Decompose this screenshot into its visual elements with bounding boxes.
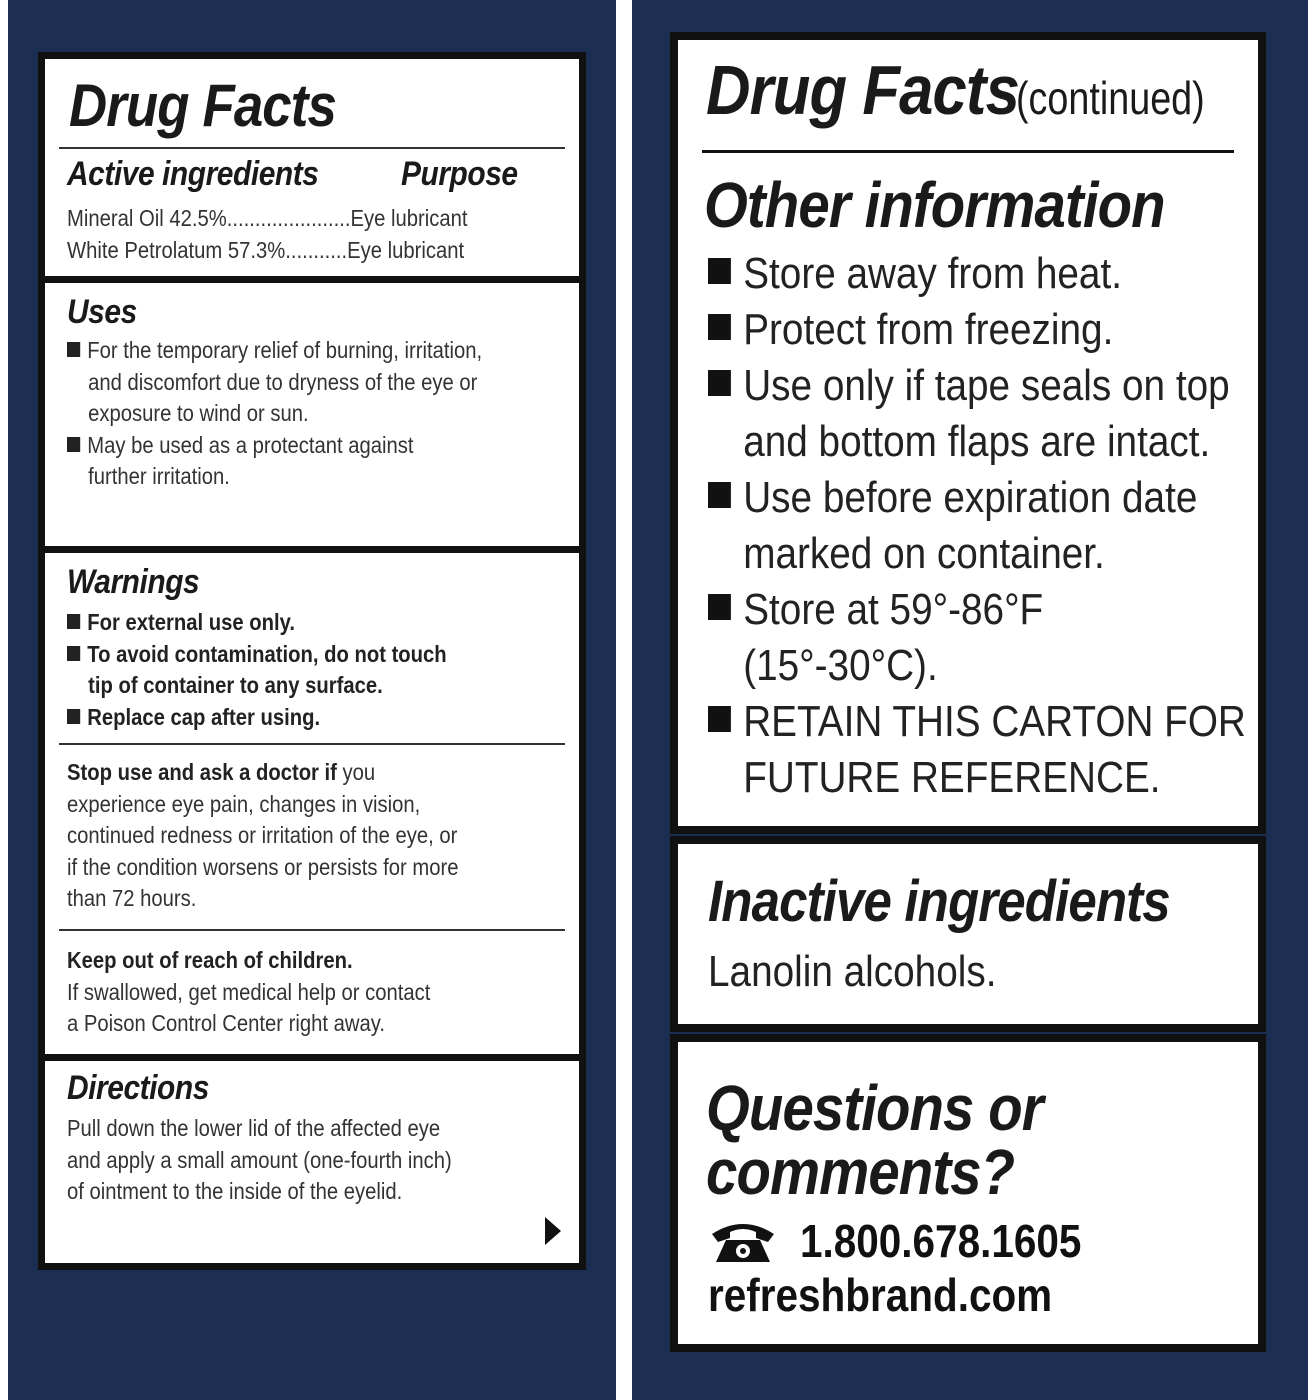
ingredient-purpose: Eye lubricant	[350, 205, 468, 231]
warnings-section	[38, 546, 586, 1062]
inactive-ingredients-header: Inactive ingredients	[708, 869, 1170, 934]
leader-dots: ......................	[226, 205, 351, 231]
divider	[59, 929, 565, 931]
list-item-text: Store away from heat.	[743, 249, 1122, 298]
list-item-text: and bottom flaps are intact.	[743, 417, 1211, 466]
warnings-list	[67, 607, 447, 733]
list-item	[708, 470, 1246, 526]
list-item-text: Store at 59°-86°F	[743, 585, 1044, 634]
divider	[59, 147, 565, 149]
list-item-text: and discomfort due to dryness of the eye or	[88, 368, 478, 395]
inactive-ingredients-text: Lanolin alcohols.	[708, 947, 997, 996]
list-item-text: Use only if tape seals on top	[743, 361, 1230, 410]
bullet-square	[708, 706, 731, 732]
drug-facts-left-panel	[38, 52, 586, 1218]
list-item-text: further irritation.	[88, 463, 230, 489]
stop-use-text: continued redness or irritation of the eye, or	[67, 822, 458, 848]
directions-header: Directions	[67, 1069, 209, 1107]
bullet-square	[708, 258, 731, 284]
keep-out-text: a Poison Control Center right away.	[67, 1010, 386, 1036]
ingredient-row	[67, 203, 467, 235]
bullet-square	[708, 314, 731, 340]
stop-use-text: experience eye pain, changes in vision,	[67, 790, 421, 817]
divider	[59, 743, 565, 745]
stop-use-block	[67, 757, 458, 915]
list-item	[67, 430, 482, 462]
drug-facts-continued-title	[706, 50, 1246, 130]
inactive-ingredients-section	[670, 836, 1266, 1032]
stop-use-text: you	[336, 759, 376, 785]
list-item	[67, 702, 447, 734]
bullet-square	[67, 614, 80, 629]
questions-header	[706, 1072, 1043, 1208]
list-item-text: For the temporary relief of burning, irritation,	[87, 337, 483, 363]
keep-out-heading: Keep out of reach of children.	[67, 947, 353, 973]
list-item-text: tip of container to any surface.	[88, 672, 383, 698]
bullet-square	[708, 482, 731, 508]
ingredient-purpose: Eye lubricant	[347, 237, 465, 263]
list-item	[708, 302, 1246, 358]
list-item	[708, 246, 1246, 302]
directions-text	[67, 1113, 452, 1208]
stop-use-heading: Stop use and ask a doctor if	[67, 759, 337, 785]
phone-row	[708, 1214, 1120, 1268]
other-information-section	[670, 32, 1266, 834]
purpose-header: Purpose	[401, 155, 518, 193]
questions-header-line: Questions or	[706, 1072, 1043, 1144]
list-item-text: To avoid contamination, do not touch	[87, 640, 447, 667]
list-item-text: Protect from freezing.	[743, 305, 1114, 354]
bullet-square	[67, 437, 80, 452]
questions-section	[670, 1034, 1266, 1352]
list-item-text: RETAIN THIS CARTON FOR	[743, 697, 1246, 746]
other-information-header: Other information	[704, 169, 1165, 241]
keep-out-text: If swallowed, get medical help or contact	[67, 978, 431, 1005]
active-ingredients-section	[38, 52, 586, 284]
list-item-text: Replace cap after using.	[87, 703, 321, 730]
ingredient-name: Mineral Oil 42.5%	[67, 205, 227, 231]
uses-header: Uses	[67, 293, 137, 331]
list-item-text: FUTURE REFERENCE.	[743, 753, 1161, 802]
phone-number[interactable]: 1.800.678.1605	[800, 1215, 1082, 1267]
drug-facts-title: Drug Facts	[706, 51, 1019, 129]
keep-out-block	[67, 945, 430, 1040]
bullet-square	[708, 370, 731, 396]
bullet-square	[67, 646, 80, 661]
directions-section	[38, 1054, 586, 1270]
leader-dots: ...........	[285, 237, 348, 263]
stop-use-text: than 72 hours.	[67, 885, 197, 911]
continued-label: (continued)	[1015, 72, 1205, 124]
list-item	[67, 607, 447, 639]
ingredient-name: White Petrolatum 57.3%	[67, 237, 286, 263]
drug-facts-title: Drug Facts	[69, 72, 336, 139]
website-link[interactable]: refreshbrand.com	[708, 1269, 1053, 1321]
directions-line: and apply a small amount (one-fourth inch)	[67, 1146, 452, 1173]
questions-header-line: comments?	[706, 1136, 1015, 1208]
telephone-icon	[708, 1216, 778, 1266]
list-item-text: marked on container.	[743, 529, 1105, 578]
list-item	[708, 694, 1246, 750]
bullet-square	[708, 594, 731, 620]
list-item	[67, 639, 447, 671]
bullet-square	[67, 342, 80, 357]
other-information-list	[708, 246, 1246, 806]
list-item	[67, 335, 482, 367]
divider	[702, 150, 1234, 153]
continued-arrow-icon	[545, 1217, 561, 1245]
list-item	[708, 358, 1246, 414]
active-ingredients-header: Active ingredients	[67, 155, 319, 193]
list-item-text: (15°-30°C).	[743, 641, 938, 690]
list-item-text: exposure to wind or sun.	[88, 400, 309, 426]
bullet-square	[67, 709, 80, 724]
uses-list	[67, 335, 482, 493]
uses-section	[38, 276, 586, 554]
ingredient-row	[67, 235, 464, 267]
directions-line: of ointment to the inside of the eyelid.	[67, 1178, 403, 1204]
list-item-text: May be used as a protectant against	[87, 431, 414, 458]
stop-use-text: if the condition worsens or persists for more	[67, 853, 459, 880]
directions-line: Pull down the lower lid of the affected eye	[67, 1115, 441, 1141]
list-item-text: Use before expiration date	[743, 473, 1198, 522]
list-item-text: For external use only.	[87, 609, 295, 635]
list-item	[708, 582, 1246, 638]
warnings-header: Warnings	[67, 563, 200, 601]
